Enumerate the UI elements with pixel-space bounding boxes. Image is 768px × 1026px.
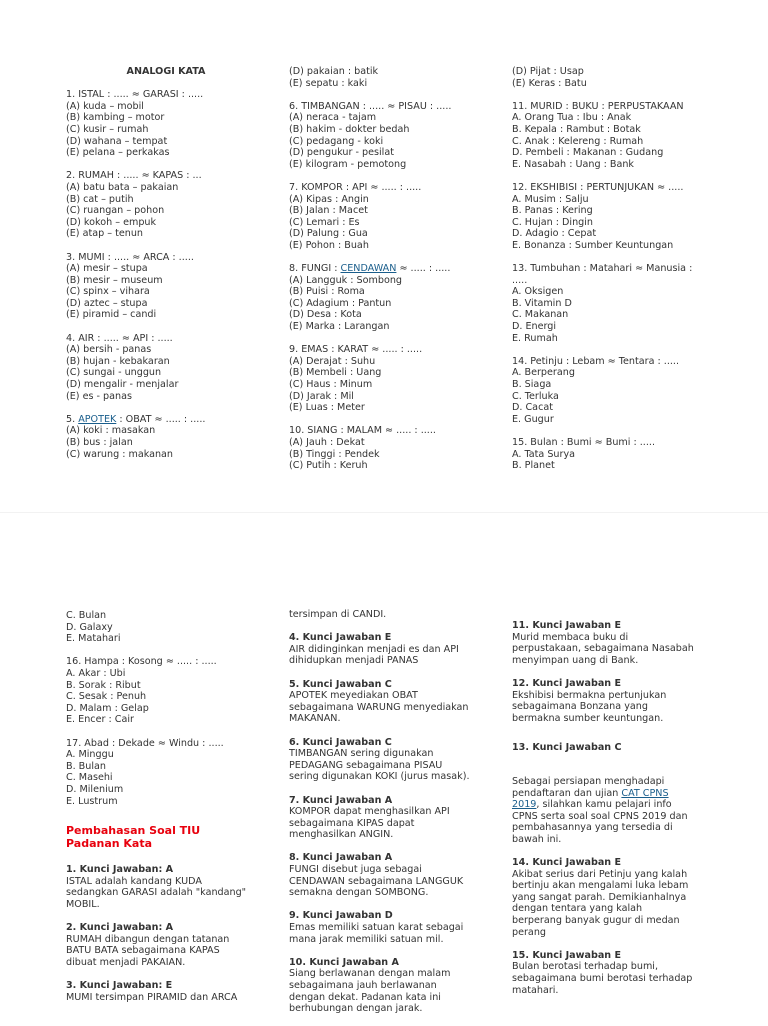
- option-line: (A) koki : masakan: [66, 425, 156, 437]
- answer-text: sebagaimana KIPAS dapat: [289, 817, 415, 829]
- answer-text: MOBIL.: [66, 898, 100, 910]
- question-block: [66, 252, 266, 322]
- question-line: [66, 89, 266, 101]
- option-line: (A) Jauh : Dekat: [289, 437, 365, 448]
- option-line: C. Makanan: [512, 309, 569, 321]
- option-line: (C) ruangan – pohon: [66, 205, 165, 217]
- promo-text: [512, 799, 712, 811]
- option-line: (A) Derajat : Suhu: [289, 355, 376, 367]
- answer-13: [512, 742, 712, 754]
- option-line: A. Tata Surya: [512, 448, 576, 460]
- answer-text: sebagaimana Bonzana yang: [512, 701, 648, 713]
- option-line: (C) spinx – vihara: [66, 286, 150, 298]
- answer-11: [512, 620, 712, 666]
- option-line: (C) Adagium : Pantun: [289, 297, 392, 309]
- answer-text: CENDAWAN sebagaimana LANGGUK: [289, 875, 464, 887]
- question-line: [512, 263, 712, 275]
- option-line: E. Lustrum: [66, 795, 118, 807]
- option-line: A. Minggu: [66, 749, 114, 761]
- answer-text: bertinju akan mengalami luka lebam: [512, 880, 689, 892]
- page-title: ANALOGI KATA: [126, 66, 206, 77]
- option-line: (A) kuda – mobil: [66, 100, 144, 112]
- question-text: 8. FUNGI :: [289, 263, 341, 275]
- option-line: B. Sorak : Ribut: [66, 679, 141, 691]
- answer-block: [66, 922, 266, 968]
- promo-paragraph: [512, 776, 712, 846]
- option-line: (B) hakim - dokter bedah: [289, 123, 410, 135]
- answer-block: [66, 980, 266, 1003]
- answer-text: Siang berlawanan dengan malam: [289, 968, 451, 980]
- question-block: [289, 66, 489, 89]
- question-line: 17. Abad : Dekade ≈ Windu : .....: [66, 737, 224, 749]
- answer-text: sebagaimana WARUNG menyediakan: [289, 701, 469, 713]
- question-line: [512, 101, 712, 113]
- option-line: (B) cat – putih: [66, 193, 134, 205]
- question-line: [289, 182, 489, 194]
- option-line: (D) Desa : Kota: [289, 309, 362, 321]
- option-line: (D) pengukur - pesilat: [289, 147, 394, 159]
- option-line: D. Energi: [512, 321, 557, 333]
- answer-text: matahari.: [512, 984, 559, 996]
- answer-text: dihidupkan menjadi PANAS: [289, 655, 419, 667]
- question-block: [512, 66, 712, 89]
- question-block: [289, 182, 489, 252]
- question-block: [66, 414, 266, 460]
- option-line: (D) wahana – tempat: [66, 135, 168, 147]
- option-line: (E) es - panas: [66, 390, 132, 402]
- promo-text: bawah ini.: [512, 833, 562, 845]
- option-line: A. Oksigen: [512, 286, 564, 298]
- bottom-page: [0, 512, 768, 1025]
- option-line: A. Berperang: [512, 367, 575, 379]
- option-line: (A) bersih - panas: [66, 344, 152, 356]
- answer-block: [289, 852, 489, 898]
- question-block: [289, 344, 489, 414]
- answer-text: menyimpan uang di Bank.: [512, 654, 639, 666]
- option-line: (E) piramid – candi: [66, 309, 157, 321]
- answer-list-2: [289, 632, 489, 1015]
- answer-key: 6. Kunci Jawaban C: [289, 736, 392, 748]
- option-line: E. Matahari: [66, 633, 121, 645]
- option-line: (C) Haus : Minum: [289, 379, 373, 391]
- answer-12: [512, 678, 712, 724]
- cat-cpns-year-link[interactable]: 2019: [512, 799, 537, 811]
- option-line: D. Cacat: [512, 402, 553, 414]
- answer-key: 8. Kunci Jawaban A: [289, 852, 393, 864]
- option-line: D. Malam : Gelap: [66, 702, 149, 714]
- continued-options: [66, 610, 266, 645]
- answer-text: Ekshibisi bermakna pertunjukan: [512, 689, 667, 701]
- question-text: 1. ISTAL : ..... ≈ GARASI : .....: [66, 89, 204, 101]
- answer-list-1: [66, 864, 266, 1003]
- answer-14: [512, 857, 712, 938]
- promo-text: pembahasannya yang tersedia di: [512, 822, 673, 834]
- question-line: [66, 333, 266, 345]
- question-text: 2. RUMAH : ..... ≈ KAPAS : ...: [66, 170, 202, 182]
- answer-block: [289, 737, 489, 783]
- bottom-column-2: [289, 609, 489, 1026]
- option-line: (D) mengalir - menjalar: [66, 379, 179, 391]
- answer-text: ISTAL adalah kandang KUDA: [66, 875, 202, 887]
- column-2: [289, 66, 489, 483]
- question-text: 7. KOMPOR : API ≈ ..... : .....: [289, 181, 422, 193]
- bottom-column-1: [66, 610, 266, 1015]
- answer-text: Bulan berotasi terhadap bumi,: [512, 961, 659, 973]
- question-block: [289, 263, 489, 333]
- question-block: [66, 333, 266, 403]
- option-line: (D) Palung : Gua: [289, 228, 368, 240]
- answer-text: BATU BATA sebagaimana KAPAS: [66, 945, 220, 957]
- option-line: (D) Jarak : Mil: [289, 390, 354, 402]
- answer-text: Emas memiliki satuan karat sebagai: [289, 922, 464, 934]
- question-16: [66, 656, 266, 726]
- text-line: tersimpan di CANDI.: [289, 609, 387, 620]
- option-line: (E) atap – tenun: [66, 228, 144, 240]
- question-text: 5.: [66, 413, 79, 425]
- answer-text: KOMPOR dapat menghasilkan API: [289, 806, 450, 818]
- column-3: [512, 66, 712, 483]
- promo-text: CPNS serta soal soal CPNS 2019 dan: [512, 810, 688, 822]
- question-text: 14. Petinju : Lebam ≈ Tentara : .....: [512, 355, 680, 367]
- question-text: 4. AIR : ..... ≈ API : .....: [66, 332, 173, 344]
- option-line: B. Planet: [512, 460, 555, 472]
- option-line: (B) kambing – motor: [66, 112, 165, 124]
- option-line: (E) Marka : Larangan: [289, 321, 390, 333]
- option-line: D. Pembeli : Makanan : Gudang: [512, 147, 664, 159]
- answer-text: sedangkan GARASI adalah "kandang": [66, 887, 247, 899]
- option-line: E. Rumah: [512, 332, 558, 344]
- question-link[interactable]: APOTEK: [78, 413, 117, 425]
- option-line: D. Galaxy: [66, 621, 113, 633]
- bottom-column-3: [512, 620, 712, 1008]
- option-line: B. Kepala : Rambut : Botak: [512, 123, 641, 135]
- answer-key: 9. Kunci Jawaban D: [289, 910, 393, 922]
- option-line: C. Bulan: [66, 610, 107, 621]
- question-line: [66, 252, 266, 264]
- question-line: [512, 356, 712, 368]
- question-text: 11. MURID : BUKU : PERPUSTAKAAN: [512, 100, 684, 112]
- question-block: [66, 170, 266, 240]
- option-line: (B) hujan - kebakaran: [66, 355, 170, 367]
- option-line: C. Anak : Kelereng : Rumah: [512, 135, 644, 147]
- question-block: [289, 101, 489, 171]
- answer-text: dengan tentara yang kalah: [512, 903, 643, 915]
- option-line: (E) Keras : Batu: [512, 77, 587, 89]
- answer-text: sebagaimana jauh berlawanan: [289, 980, 437, 991]
- option-line: B. Panas : Kering: [512, 205, 593, 217]
- answer-key: 5. Kunci Jawaban C: [289, 678, 392, 690]
- answer-text: semakna dengan SOMBONG.: [289, 887, 429, 899]
- answer-text: TIMBANGAN sering digunakan: [289, 748, 434, 760]
- option-line: (A) Kipas : Angin: [289, 193, 369, 205]
- option-line: C. Hujan : Dingin: [512, 216, 594, 228]
- answer-key: 12. Kunci Jawaban E: [512, 677, 622, 689]
- option-line: A. Akar : Ubi: [66, 667, 126, 679]
- option-line: (C) Putih : Keruh: [289, 460, 368, 472]
- question-block: [512, 263, 712, 344]
- answer-text: AIR didinginkan menjadi es dan API: [289, 643, 459, 655]
- answer-key: 4. Kunci Jawaban E: [289, 632, 392, 644]
- question-text: 15. Bulan : Bumi ≈ Bumi : .....: [512, 437, 655, 448]
- answer-text: Akibat serius dari Petinju yang kalah: [512, 868, 688, 880]
- answer-block: [289, 957, 489, 1015]
- option-line: C. Terluka: [512, 390, 559, 402]
- question-text: 3. MUMI : ..... ≈ ARCA : .....: [66, 251, 194, 263]
- answer-text: berhubungan dengan jarak.: [289, 1003, 423, 1015]
- option-line: (D) Pijat : Usap: [512, 66, 584, 77]
- option-line: (D) kokoh – empuk: [66, 216, 157, 228]
- question-link[interactable]: CENDAWAN: [340, 263, 397, 275]
- option-line: B. Siaga: [512, 379, 552, 391]
- option-line: D. Adagio : Cepat: [512, 228, 597, 240]
- question-text: 12. EKSHIBISI : PERTUNJUKAN ≈ .....: [512, 181, 684, 193]
- answer-text: perpustakaan, sebagaimana Nasabah: [512, 643, 694, 655]
- question-text: 6. TIMBANGAN : ..... ≈ PISAU : .....: [289, 100, 452, 112]
- question-list-1: [66, 89, 266, 460]
- option-line: (A) mesir – stupa: [66, 263, 148, 275]
- answer-key: 3. Kunci Jawaban: E: [66, 980, 173, 992]
- answer-text: berperang banyak gugur di medan: [512, 915, 680, 927]
- answer-key: 10. Kunci Jawaban A: [289, 956, 399, 968]
- question-list-2: [289, 66, 489, 472]
- answer-key: 2. Kunci Jawaban: A: [66, 922, 174, 934]
- option-line: (E) pelana – perkakas: [66, 147, 170, 159]
- answer-block: [289, 679, 489, 725]
- question-block: [66, 89, 266, 159]
- option-line: A. Orang Tua : Ibu : Anak: [512, 112, 632, 124]
- continued-text: [289, 609, 489, 621]
- answer-block: [289, 910, 489, 945]
- option-line: (C) warung : makanan: [66, 448, 174, 460]
- option-line: (C) Lemari : Es: [289, 216, 360, 228]
- option-line: E. Encer : Cair: [66, 714, 134, 726]
- top-page: [0, 0, 768, 512]
- section-title-line: Pembahasan Soal TIU: [66, 824, 201, 838]
- answer-key: 7. Kunci Jawaban A: [289, 794, 393, 806]
- answer-text: MAKANAN.: [289, 713, 341, 725]
- question-text: 13. Tumbuhan : Matahari ≈ Manusia :: [512, 263, 693, 275]
- answer-text: PEDAGANG sebagaimana PISAU: [289, 759, 443, 771]
- question-line: [512, 437, 712, 449]
- section-title-line: Padanan Kata: [66, 836, 153, 850]
- question-block: [512, 101, 712, 171]
- option-line: (B) Membeli : Uang: [289, 367, 382, 379]
- question-block: [512, 182, 712, 252]
- question-17: [66, 738, 266, 808]
- option-line: (C) sungai - unggun: [66, 367, 162, 379]
- question-line: [289, 263, 489, 275]
- question-line: .....: [512, 274, 528, 286]
- answer-text: yang sangat parah. Demikianhalnya: [512, 891, 687, 903]
- option-line: (D) pakaian : batik: [289, 66, 379, 77]
- answer-text: Murid membaca buku di: [512, 631, 629, 643]
- answer-key: 11. Kunci Jawaban E: [512, 620, 622, 631]
- answer-text: dengan dekat. Padanan kata ini: [289, 991, 441, 1003]
- option-line: D. Milenium: [66, 783, 124, 795]
- answer-block: [66, 864, 266, 910]
- question-text: : OBAT ≈ ..... : .....: [116, 413, 206, 425]
- option-line: (A) batu bata – pakaian: [66, 181, 179, 193]
- option-line: (C) kusir – rumah: [66, 123, 149, 135]
- section-title: [66, 825, 266, 850]
- answer-text: sebagaimana bumi berotasi terhadap: [512, 973, 693, 985]
- question-line: [66, 170, 266, 182]
- question-line: [289, 425, 489, 437]
- option-line: (E) Luas : Meter: [289, 402, 365, 414]
- question-text: 10. SIANG : MALAM ≈ ..... : .....: [289, 425, 436, 437]
- promo-text-part: pendaftaran dan ujian: [512, 787, 622, 799]
- option-line: (B) Tinggi : Pendek: [289, 448, 380, 460]
- answer-text: mana jarak memiliki satuan mil.: [289, 933, 444, 945]
- question-text: 9. EMAS : KARAT ≈ ..... : .....: [289, 344, 423, 356]
- question-line: [289, 344, 489, 356]
- answer-block: [289, 632, 489, 667]
- option-line: (E) kilogram - pemotong: [289, 158, 407, 170]
- option-line: A. Musim : Salju: [512, 193, 589, 205]
- column-1: [66, 66, 266, 472]
- answer-text: FUNGI disebut juga sebagai: [289, 864, 422, 876]
- question-block: [289, 425, 489, 471]
- answer-text: perang: [512, 926, 546, 938]
- option-line: B. Bulan: [66, 760, 106, 772]
- option-line: B. Vitamin D: [512, 297, 572, 309]
- option-line: C. Sesak : Penuh: [66, 691, 147, 703]
- option-line: C. Masehi: [66, 772, 113, 784]
- question-block: [512, 356, 712, 426]
- answer-text: RUMAH dibangun dengan tatanan: [66, 933, 230, 945]
- cat-cpns-link[interactable]: CAT CPNS: [621, 787, 669, 799]
- answer-key: 15. Kunci Jawaban E: [512, 949, 622, 961]
- answer-text: dibuat menjadi PAKAIAN.: [66, 956, 186, 968]
- answer-key: 13. Kunci Jawaban C: [512, 742, 622, 754]
- answer-text: bermakna sumber keuntungan.: [512, 712, 664, 724]
- answer-text: menghasilkan ANGIN.: [289, 829, 394, 841]
- question-text: ≈ ..... : .....: [396, 263, 451, 275]
- option-line: (E) sepatu : kaki: [289, 77, 368, 89]
- option-line: E. Nasabah : Uang : Bank: [512, 158, 634, 170]
- question-line: [289, 101, 489, 113]
- answer-text: APOTEK meyediakan OBAT: [289, 690, 418, 702]
- question-line: 16. Hampa : Kosong ≈ ..... : .....: [66, 656, 217, 668]
- promo-text: [512, 788, 712, 800]
- option-line: E. Gugur: [512, 413, 554, 425]
- question-line: [512, 182, 712, 194]
- option-line: (B) Puisi : Roma: [289, 286, 365, 298]
- answer-15: [512, 950, 712, 996]
- option-line: (B) Jalan : Macet: [289, 205, 368, 217]
- option-line: (B) bus : jalan: [66, 437, 133, 448]
- question-block: [512, 437, 712, 472]
- option-line: (A) Langguk : Sombong: [289, 274, 402, 286]
- question-list-3: [512, 66, 712, 472]
- option-line: (D) aztec – stupa: [66, 297, 148, 309]
- answer-key: 14. Kunci Jawaban E: [512, 857, 622, 869]
- promo-text-part: , silahkan kamu pelajari info: [536, 799, 672, 811]
- answer-block: [289, 795, 489, 841]
- question-line: [66, 414, 266, 426]
- answer-key: 1. Kunci Jawaban: A: [66, 864, 174, 876]
- answer-text: MUMI tersimpan PIRAMID dan ARCA: [66, 991, 238, 1003]
- option-line: (B) mesir – museum: [66, 274, 163, 286]
- option-line: (A) neraca - tajam: [289, 112, 377, 124]
- option-line: (C) pedagang - koki: [289, 135, 384, 147]
- option-line: E. Bonanza : Sumber Keuntungan: [512, 239, 674, 251]
- answer-text: sering digunakan KOKI (jurus masak).: [289, 771, 470, 783]
- option-line: (E) Pohon : Buah: [289, 239, 369, 251]
- promo-text: Sebagai persiapan menghadapi: [512, 775, 665, 787]
